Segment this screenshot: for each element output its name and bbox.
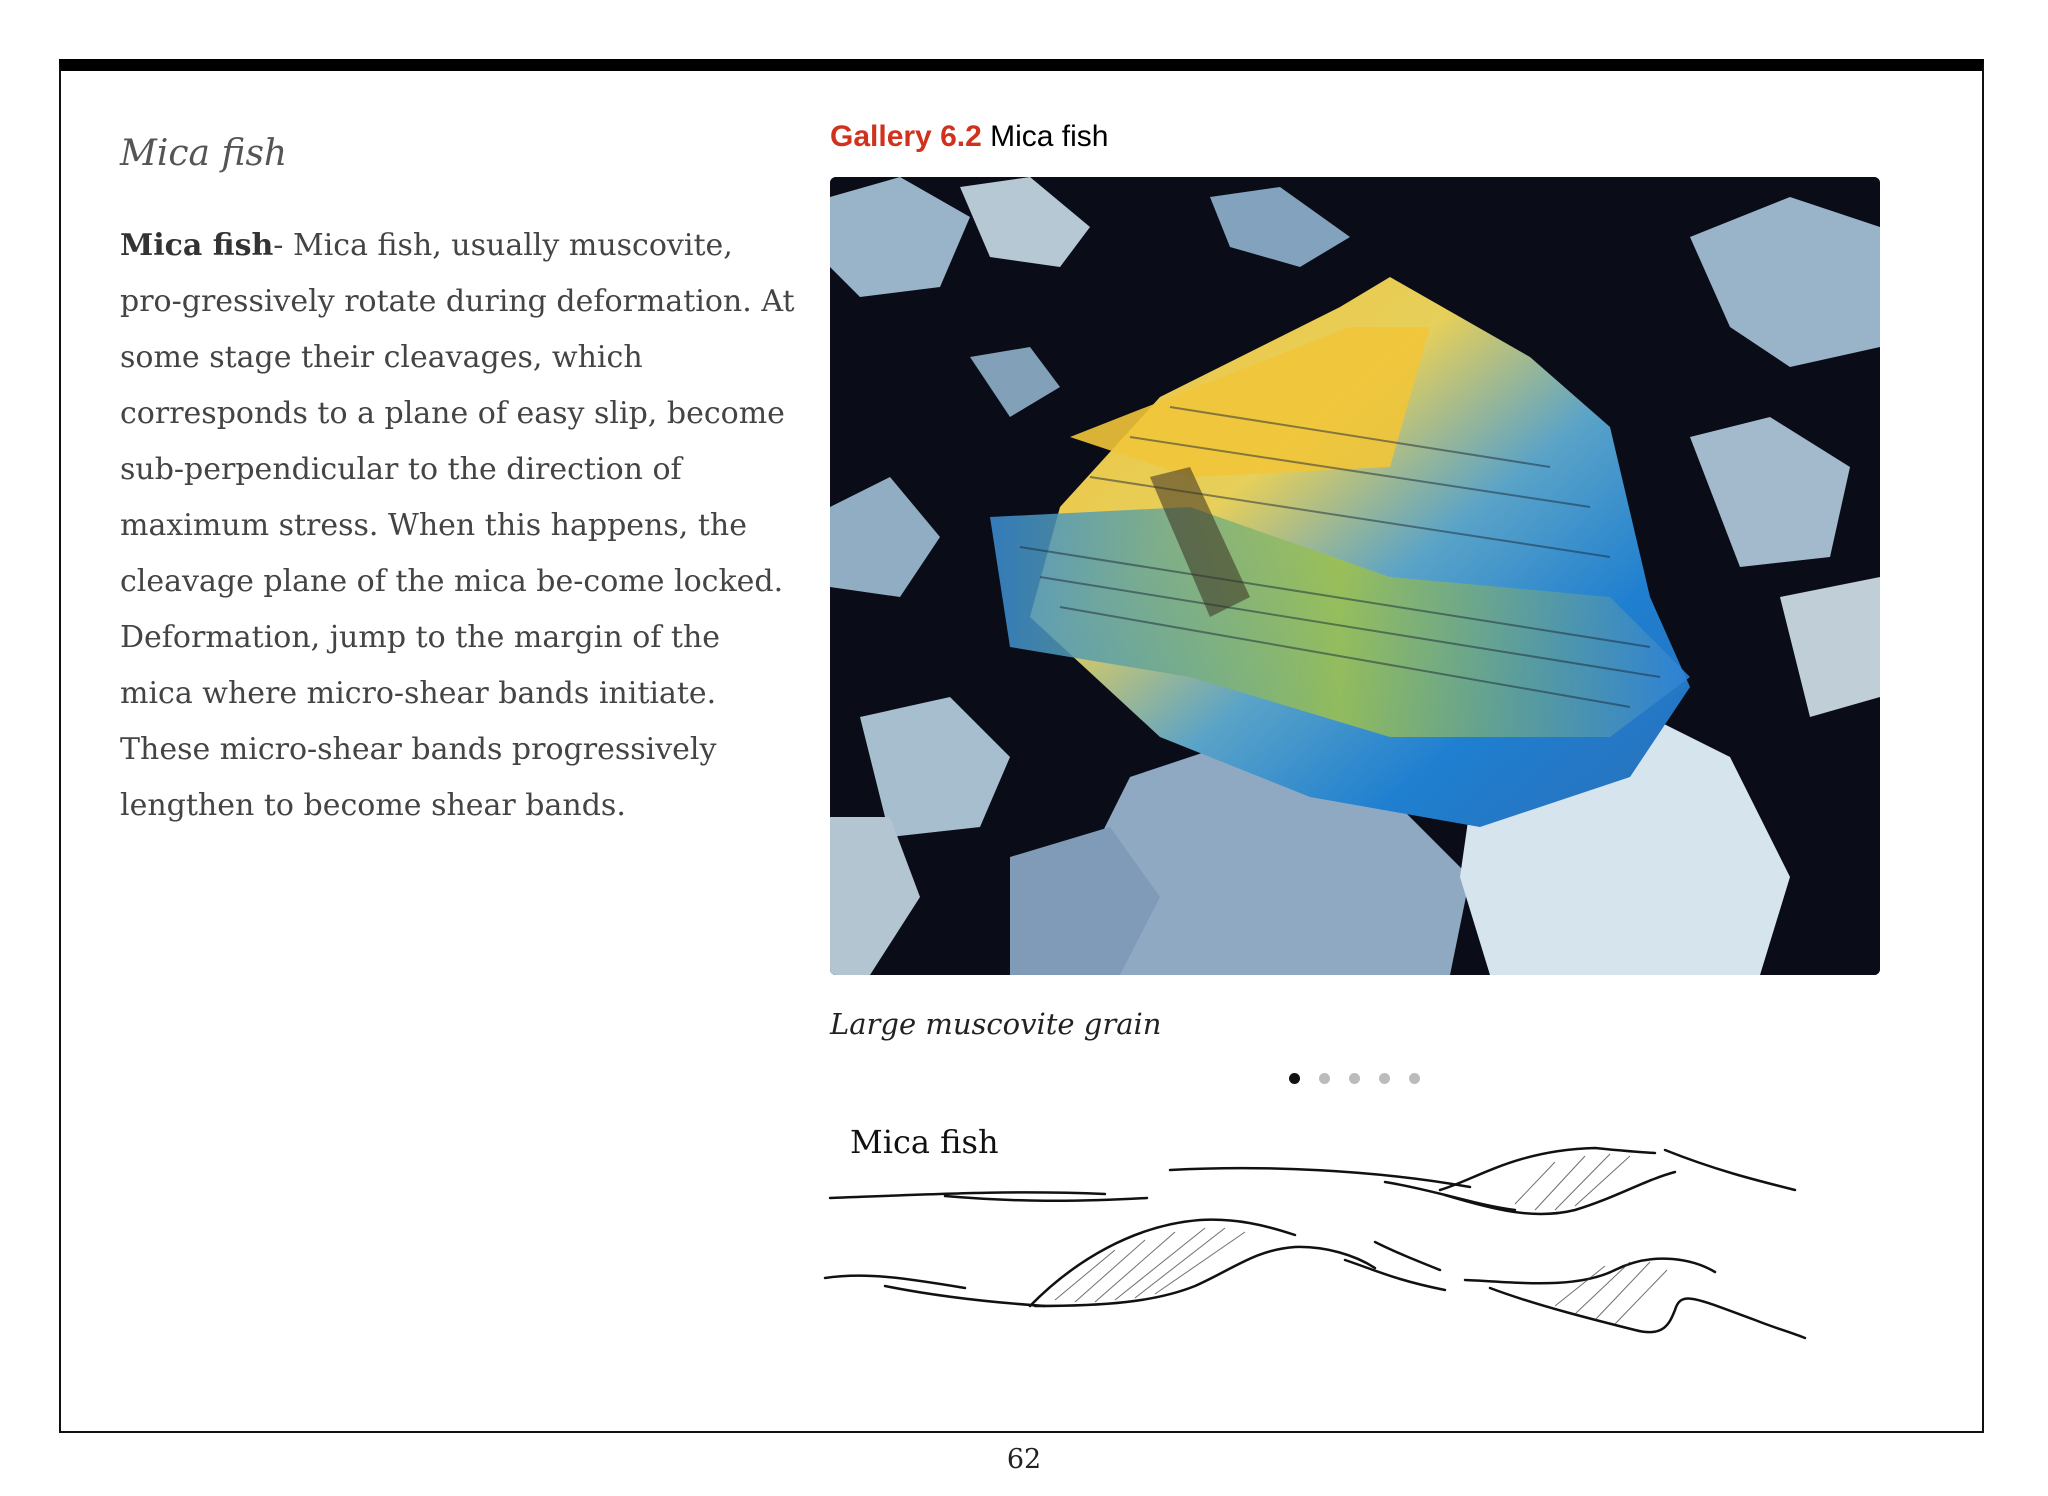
gallery-name: Mica fish [990,120,1109,153]
term-label: Mica fish [120,228,274,263]
body-text: - Mica fish, usually muscovite, pro-gressively rotate during deformation. At some stage their cleavages, which corresponds to a plane of easy slip, become sub-perpendicular to the direction of maximum stress. When this happens, the cleavage plane of the mica be-come locked. Deformation, jump to the margin of the mica where micro-shear bands initiate. These micro-shear bands progressively lengthen to become shear bands. [120,228,795,823]
pager-dot-2[interactable] [1319,1073,1330,1084]
pager-dot-3[interactable] [1349,1073,1360,1084]
photo-caption: Large muscovite grain [830,1007,1162,1041]
pager-dot-4[interactable] [1379,1073,1390,1084]
gallery-label: Gallery 6.2 [830,120,982,153]
pager-dot-5[interactable] [1409,1073,1420,1084]
pager-dot-1[interactable] [1289,1073,1300,1084]
gallery-photo[interactable] [830,177,1880,975]
diagram-label: Mica fish [850,1123,999,1161]
body-paragraph [120,218,795,834]
gallery-title [830,120,1108,154]
muscovite-micrograph [830,177,1880,975]
gallery-pager [1289,1073,1420,1084]
page-number: 62 [1006,1444,1042,1475]
mica-fish-sketch [815,1110,1905,1350]
section-heading: Mica fish [120,133,288,174]
